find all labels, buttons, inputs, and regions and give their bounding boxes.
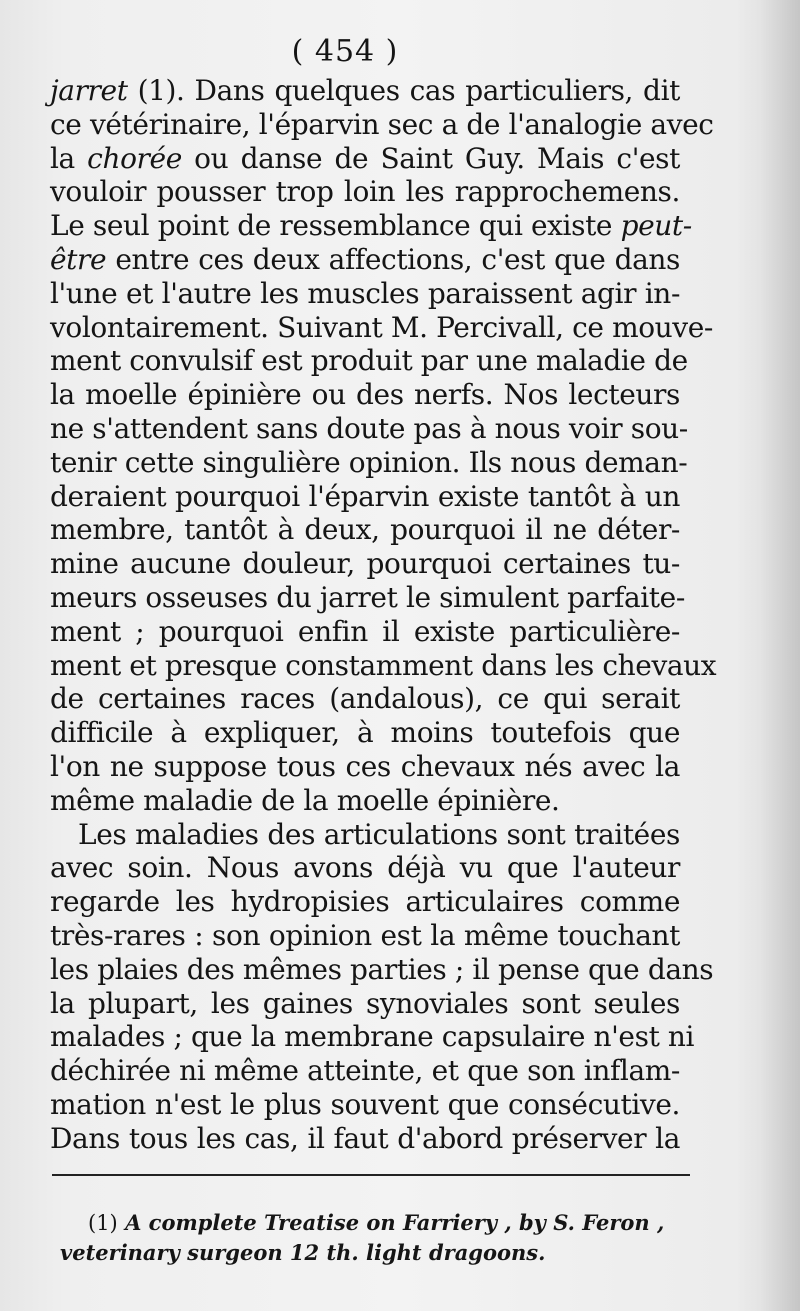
text-run: deraient pourquoi l'éparvin existe tantôt à un xyxy=(50,479,680,513)
text-line xyxy=(50,750,680,784)
text-line xyxy=(50,445,688,480)
text-line xyxy=(50,547,680,581)
text-line xyxy=(50,480,680,514)
text-run: mine aucune douleur, pourquoi certaines tu- xyxy=(50,547,680,581)
text-run: l'une et l'autre les muscles paraissent agir in- xyxy=(50,276,680,310)
text-run: ment convulsif est produit par une maladie de xyxy=(50,344,688,378)
text-run: volontairement. Suivant M. Percivall, ce mouve- xyxy=(50,310,713,344)
text-run: mation n'est le plus souvent que consécutive. xyxy=(50,1087,680,1121)
footnote-line: veterinary surgeon 12 th. light dragoons. xyxy=(60,1240,546,1265)
italic-word: être xyxy=(50,242,107,276)
text-run: déchirée ni même atteinte, et que son inflam- xyxy=(50,1054,680,1088)
text-line xyxy=(50,107,714,142)
text-run: (1). Dans quelques cas particuliers, dit xyxy=(127,74,680,107)
text-run: regarde les hydropisies articulaires comme xyxy=(50,885,680,919)
text-run: ment et presque constamment dans les chevaux xyxy=(50,648,717,682)
text-run: très-rares : son opinion est la même touchant xyxy=(50,918,680,952)
text-run: avec soin. Nous avons déjà vu que l'auteur xyxy=(50,851,680,885)
body-text xyxy=(50,74,717,1156)
text-line xyxy=(50,310,713,345)
text-line xyxy=(50,1122,680,1156)
text-run: difficile à expliquer, à moins toutefois que xyxy=(50,716,680,750)
text-line xyxy=(50,682,680,716)
italic-word: jarret xyxy=(50,74,128,107)
text-line xyxy=(50,411,688,446)
text-run: ou danse de Saint Guy. Mais c'est xyxy=(181,141,680,175)
text-run: vouloir pousser trop loin les rapprochemens. xyxy=(50,175,680,209)
text-line xyxy=(50,987,680,1021)
text-line xyxy=(50,784,680,818)
text-line xyxy=(50,277,680,311)
text-line xyxy=(50,885,680,919)
text-line xyxy=(50,243,680,277)
page-edge-shadow xyxy=(760,0,800,1311)
text-line xyxy=(50,580,685,615)
text-line xyxy=(50,344,688,378)
page-number: ( 454 ) xyxy=(291,34,399,69)
text-line xyxy=(50,209,692,243)
text-line xyxy=(50,716,680,750)
text-line xyxy=(50,851,680,885)
text-run: ce vétérinaire, l'éparvin sec a de l'analogie avec xyxy=(50,107,714,141)
footnote-rule xyxy=(52,1174,690,1176)
text-line xyxy=(50,74,680,108)
text-line xyxy=(50,175,680,209)
text-line xyxy=(50,513,680,547)
text-line xyxy=(50,1088,680,1122)
text-run: les plaies des mêmes parties ; il pense que dans xyxy=(50,952,714,986)
text-line xyxy=(50,615,680,649)
text-line xyxy=(50,1020,695,1054)
text-run: malades ; que la membrane capsulaire n'est ni xyxy=(50,1020,695,1054)
text-run: entre ces deux affections, c'est que dans xyxy=(106,242,680,276)
text-run: Les maladies des articulations sont traitées xyxy=(78,817,680,851)
text-run: la xyxy=(50,141,88,175)
text-run: la plupart, les gaines synoviales sont seules xyxy=(50,986,680,1020)
text-run: tenir cette singulière opinion. Ils nous deman- xyxy=(50,445,688,479)
footnote-text: A complete Treatise on Farriery , by S. Feron , xyxy=(125,1210,665,1235)
text-run: membre, tantôt à deux, pourquoi il ne déter- xyxy=(50,513,680,547)
text-run: meurs osseuses du jarret le simulent parfaite- xyxy=(50,580,685,614)
text-run: Le seul point de ressemblance qui existe xyxy=(50,209,621,243)
text-run: la moelle épinière ou des nerfs. Nos lecteurs xyxy=(50,378,680,412)
text-run: de certaines races (andalous), ce qui serait xyxy=(50,682,680,716)
text-run: ment ; pourquoi enfin il existe particulière- xyxy=(50,614,680,648)
footnote xyxy=(60,1208,700,1268)
text-run: ne s'attendent sans doute pas à nous voir sou- xyxy=(50,411,688,445)
text-run: Dans tous les cas, il faut d'abord préserver la xyxy=(50,1121,680,1155)
text-line xyxy=(50,952,714,987)
text-line xyxy=(50,818,680,852)
text-line xyxy=(50,1054,680,1088)
text-line xyxy=(50,142,680,176)
italic-word: chorée xyxy=(87,141,182,175)
text-line xyxy=(50,648,717,683)
text-line xyxy=(50,919,680,953)
footnote-line xyxy=(60,1208,700,1238)
text-run: même maladie de la moelle épinière. xyxy=(50,783,560,817)
footnote-marker: (1) xyxy=(88,1211,118,1235)
text-run: l'on ne suppose tous ces chevaux nés avec la xyxy=(50,749,680,783)
italic-word: peut- xyxy=(620,209,692,243)
text-line xyxy=(50,378,680,412)
